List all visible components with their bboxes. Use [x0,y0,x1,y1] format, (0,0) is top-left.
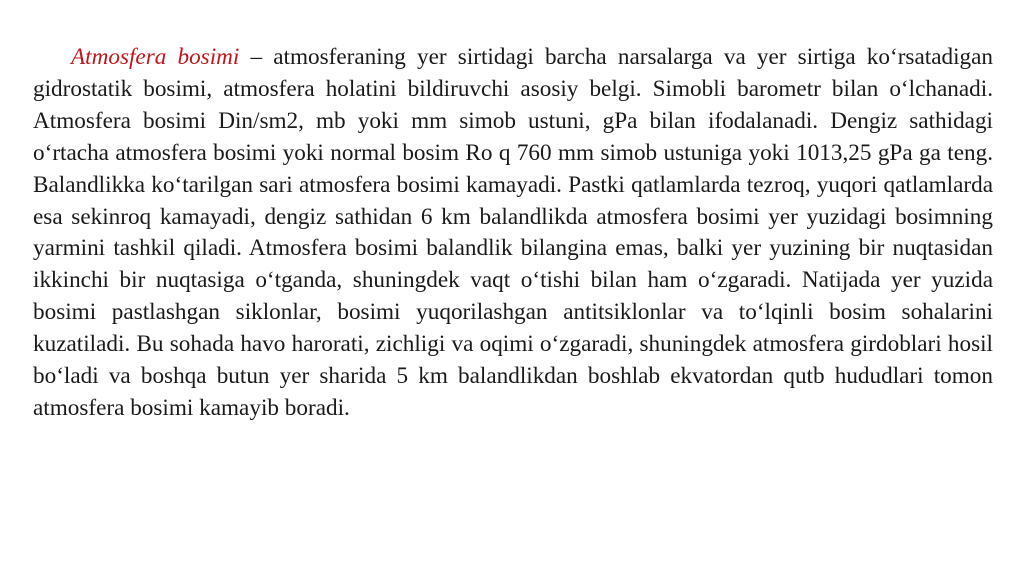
body-paragraph [33,42,993,425]
paragraph-text: – atmosferaning yer sirtidagi barcha narsalarga va yer sirtiga koʻrsatadigan gidrostatik bosimi, atmosfera holatini bildiruvchi asosiy belgi. Simobli barometr bilan oʻlchanadi. Atmosfera bosimi Din/sm2, mb yoki mm simob ustuni, gPa bilan ifodalanadi. Dengiz sathidagi oʻrtacha atmosfera bosimi yoki normal bosim Ro q 760 mm simob ustuniga yoki 1013,25 gPa ga teng. Balandlikka koʻtarilgan sari atmosfera bosimi kamayadi. Pastki qatlamlarda tezroq, yuqori qatlamlarda esa sekinroq kamayadi, dengiz sathidan 6 km balandlikda atmosfera bosimi yer yuzidagi bosimning yarmini tashkil qiladi. Atmosfera bosimi balandlik bilangina emas, balki yer yuzining bir nuqtasidan ikkinchi bir nuqtasiga oʻtganda, shuningdek vaqt oʻtishi bilan ham oʻzgaradi. Natijada yer yuzida bosimi pastlashgan siklonlar, bosimi yuqorilashgan antitsiklonlar va toʻlqinli bosim sohalarini kuzatiladi. Bu sohada havo harorati, zichligi va oqimi oʻzgaradi, shuningdek atmosfera girdoblari hosil boʻladi va boshqa butun yer sharida 5 km balandlikdan boshlab ekvatordan qutb hududlari tomon atmosfera bosimi kamayib boradi. [33,44,993,421]
highlighted-term: Atmosfera bosimi [71,44,240,70]
